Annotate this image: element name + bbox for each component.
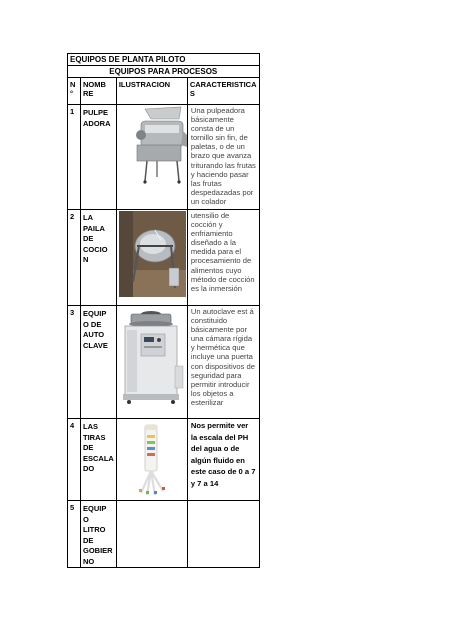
row-number: 5 — [68, 501, 81, 568]
illustration-cell — [116, 306, 187, 419]
column-header-name: NOMB RE — [81, 78, 117, 105]
table-row — [68, 210, 260, 306]
row-number: 4 — [68, 419, 81, 501]
illustration-cell — [116, 419, 187, 501]
table-row — [68, 105, 260, 210]
column-header-num: N ° — [68, 78, 81, 105]
row-number: 3 — [68, 306, 81, 419]
column-header-characteristics: CARACTERISTICA S — [187, 78, 259, 105]
equipment-description: Una pulpeadora básicamente consta de un tornillo sin fin, de paletas, o de un brazo que avanza triturando las frutas y haciendo pasar las frutas despedazadas por un colador — [187, 105, 259, 210]
table-subtitle: EQUIPOS PARA PROCESOS — [68, 66, 260, 78]
equipment-name: LA PAILA DE COCIO N — [81, 210, 117, 306]
illustration-cell — [116, 501, 187, 568]
illustration-cell — [116, 210, 187, 306]
table-row — [68, 306, 260, 419]
equipment-name: PULPE ADORA — [81, 105, 117, 210]
column-header-illustration: ILUSTRACION — [116, 78, 187, 105]
equipment-description: Nos permite ver la escala del PH del agua o de algún fluido en este caso de 0 a 7 y 7 a 14 — [187, 419, 259, 501]
table-row — [68, 501, 260, 568]
table-title: EQUIPOS DE PLANTA PILOTO — [68, 54, 260, 66]
equipment-name: EQUIP O LITRO DE GOBIER NO — [81, 501, 117, 568]
row-number: 1 — [68, 105, 81, 210]
equipment-table — [67, 53, 260, 568]
equipment-description: utensilio de cocción y enfriamiento diseñado a la medida para el procesamiento de alimentos cuyo método de cocción es la inmersión — [187, 210, 259, 306]
equipment-description: Un autoclave est á constituido básicamente por una cámara rígida y hermética que incluye una puerta con dispositivos de seguridad para permitir introducir los objetos a esterilizar — [187, 306, 259, 419]
ph-strips-image — [117, 419, 188, 500]
equipment-name: EQUIP O DE AUTO CLAVE — [81, 306, 117, 419]
autoclave-image — [117, 306, 188, 418]
illustration-cell — [116, 105, 187, 210]
equipment-name: LAS TIRAS DE ESCALA DO — [81, 419, 117, 501]
cooking-kettle-image — [117, 210, 188, 305]
equipment-description — [187, 501, 259, 568]
pulp-machine-image — [117, 105, 188, 209]
row-number: 2 — [68, 210, 81, 306]
table-row — [68, 419, 260, 501]
